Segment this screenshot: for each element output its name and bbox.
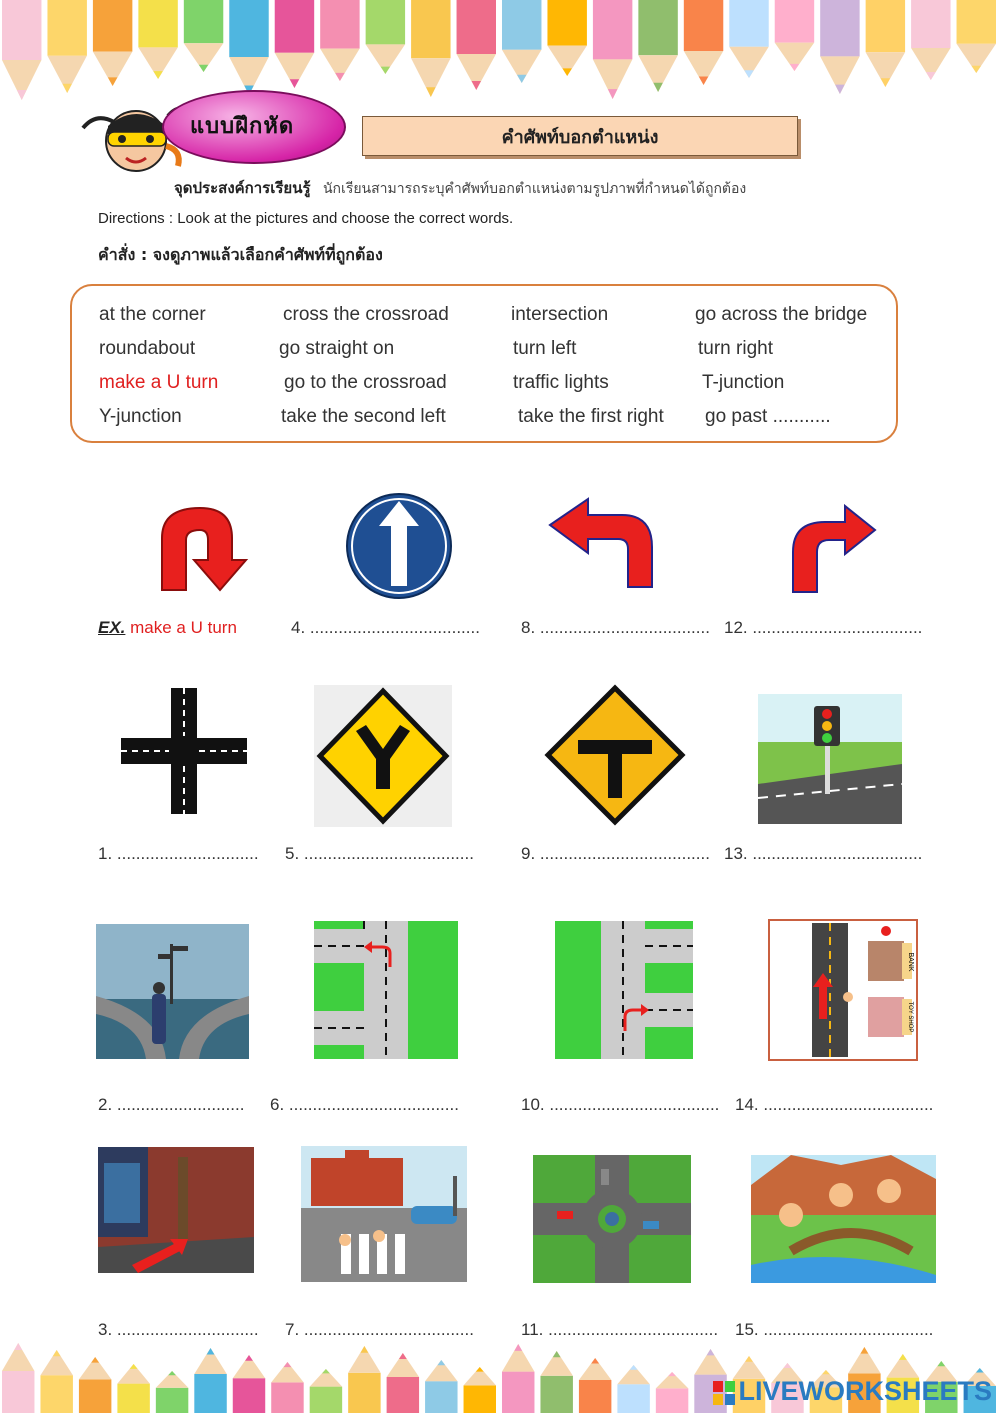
intersection-roads-icon <box>121 688 247 814</box>
word-bank <box>70 284 898 443</box>
answer-blank-4[interactable]: 4. .................................... <box>291 618 480 637</box>
word-bank-item: turn right <box>698 338 773 359</box>
pencil <box>2 1371 34 1413</box>
pencil-lead <box>153 71 162 79</box>
pencil <box>117 1384 149 1413</box>
pencil-lead <box>699 77 708 86</box>
pencil-lead <box>668 1372 676 1376</box>
answer-blank-13[interactable]: 13. .................................... <box>724 844 923 863</box>
pencil-lead <box>108 77 117 86</box>
pencil <box>184 0 223 43</box>
pencil-lead <box>860 1347 868 1354</box>
word-bank-item: go past ........... <box>705 406 831 427</box>
pencil-lead <box>381 67 390 74</box>
answer-blank-8[interactable]: 8. .................................... <box>521 618 710 637</box>
pencil <box>502 1372 534 1413</box>
pencil <box>47 0 86 56</box>
pencil <box>138 0 177 47</box>
pencil-lead <box>168 1371 176 1375</box>
pencil <box>425 1381 457 1413</box>
bank-label: BANK <box>907 952 914 972</box>
pencil <box>387 1377 419 1413</box>
pencil-lead <box>744 70 753 78</box>
pencil-lead <box>553 1351 561 1357</box>
pencil-lead <box>53 1350 61 1356</box>
pencil <box>93 0 132 52</box>
word-bank-item: go to the crossroad <box>284 372 447 393</box>
word-bank-item: T-junction <box>702 372 785 393</box>
go-past-map-icon <box>768 919 918 1061</box>
answer-blank-2[interactable]: 2. ........................... <box>98 1095 245 1114</box>
pencil-lead <box>926 72 935 80</box>
pencil <box>229 0 268 57</box>
liveworksheets-logo <box>713 1376 992 1407</box>
pencil <box>457 0 496 54</box>
pencil <box>866 0 905 52</box>
word-bank-item-example: make a U turn <box>99 372 219 393</box>
fork-road-man-icon <box>96 924 249 1059</box>
pencil-lead <box>14 1343 22 1350</box>
pencil <box>502 0 541 50</box>
pencil <box>957 0 996 44</box>
pencil-lead <box>653 83 662 92</box>
pencil-lead <box>822 1370 830 1374</box>
pencil <box>911 0 950 48</box>
pencil <box>271 1382 303 1413</box>
pencil <box>411 0 450 58</box>
word-bank-item: turn left <box>513 338 577 359</box>
watermark-text: LIVEWORKSHEETS <box>738 1376 992 1406</box>
directions-english: Directions : Look at the pictures and choose the correct words. <box>98 210 514 227</box>
go-straight-sign-icon <box>344 491 454 601</box>
pencil <box>820 0 859 56</box>
pencil-lead <box>91 1357 99 1363</box>
pencil <box>540 1376 572 1413</box>
pencil-lead <box>335 73 344 81</box>
traffic-lights-scene-icon <box>758 694 902 824</box>
u-turn-arrow-icon <box>150 500 250 595</box>
answer-blank-6[interactable]: 6. .................................... <box>270 1095 459 1114</box>
word-bank-item: at the corner <box>99 304 206 325</box>
pencil-lead <box>591 1358 599 1364</box>
pencil-lead <box>899 1354 907 1360</box>
pencil <box>547 0 586 46</box>
pencil-lead <box>745 1356 753 1362</box>
pencil <box>310 1387 342 1413</box>
pencil-lead <box>17 90 26 100</box>
second-left-map-icon <box>314 921 458 1059</box>
example-answer: make a U turn <box>130 618 237 637</box>
answer-blank-7[interactable]: 7. .................................... <box>285 1320 474 1339</box>
word-bank-item: Y-junction <box>99 406 182 427</box>
bridge-children-icon <box>751 1155 936 1283</box>
answer-blank-1[interactable]: 1. .............................. <box>98 844 259 863</box>
pencil <box>40 1375 72 1413</box>
crossroad-school-icon <box>301 1146 467 1282</box>
pencil-lead <box>199 65 208 72</box>
pencil-lead <box>976 1368 984 1373</box>
pencil <box>593 0 632 59</box>
word-bank-item: take the first right <box>518 406 664 427</box>
answer-blank-14[interactable]: 14. .................................... <box>735 1095 934 1114</box>
pencil <box>775 0 814 43</box>
pencil-lead <box>476 1367 484 1372</box>
liveworksheets-icon <box>713 1381 735 1405</box>
pencil-lead <box>284 1362 292 1367</box>
pencil <box>729 0 768 47</box>
toy-shop-label: TOY SHOP <box>907 1001 913 1033</box>
pencil-lead <box>130 1364 138 1369</box>
badge-label: แบบฝึกหัด <box>190 113 295 139</box>
pencil <box>233 1378 265 1413</box>
pencil-lead <box>972 66 981 73</box>
pencil-lead <box>437 1360 445 1365</box>
pencil <box>79 1379 111 1413</box>
pencil-lead <box>784 1363 792 1368</box>
directions-thai: คำสั่ง : จงดูภาพแล้วเลือกคำศัพท์ที่ถูกต้อง <box>98 245 383 264</box>
pencil <box>638 0 677 55</box>
pencil <box>320 0 359 49</box>
pencil-lead <box>360 1346 368 1353</box>
word-bank-item: go straight on <box>279 338 395 359</box>
first-right-map-icon <box>555 921 693 1059</box>
pencil-lead <box>790 64 799 71</box>
pencil-lead <box>472 81 481 90</box>
pencil-lead <box>707 1349 715 1355</box>
pencil-lead <box>426 87 435 97</box>
answer-blank-3[interactable]: 3. .............................. <box>98 1320 259 1339</box>
pencil-lead <box>245 1355 253 1361</box>
learning-objective <box>174 176 746 200</box>
answer-blank-10[interactable]: 10. .................................... <box>521 1095 720 1114</box>
word-bank-item: roundabout <box>99 338 196 359</box>
pencil-lead <box>562 68 571 76</box>
word-bank-item: intersection <box>511 304 609 325</box>
word-bank-item: take the second left <box>281 406 446 427</box>
pencil-lead <box>62 84 71 93</box>
pencil <box>656 1388 688 1413</box>
roundabout-icon <box>533 1155 691 1283</box>
pencil <box>464 1385 496 1413</box>
answer-blank-9[interactable]: 9. .................................... <box>521 844 710 863</box>
exercise-badge <box>78 86 353 176</box>
pencil-lead <box>514 1344 522 1351</box>
pencil-lead <box>881 78 890 87</box>
example-caption <box>98 618 237 638</box>
y-junction-sign-icon <box>314 685 452 827</box>
example-label: EX. <box>98 618 126 637</box>
word-bank-item: cross the crossroad <box>283 304 449 325</box>
pencil <box>366 0 405 44</box>
pencil <box>2 0 41 60</box>
pencil-lead <box>608 89 617 99</box>
turn-left-arrow-icon <box>548 495 658 590</box>
pencil-lead <box>399 1353 407 1359</box>
pencil <box>194 1374 226 1413</box>
pencil-lead <box>207 1348 215 1355</box>
word-bank-item: go across the bridge <box>695 304 868 325</box>
worksheet-title: คำศัพท์บอกตำแหน่ง <box>362 116 798 156</box>
answer-blank-5[interactable]: 5. .................................... <box>285 844 474 863</box>
objective-label: จุดประสงค์การเรียนรู้ <box>174 179 311 197</box>
corner-street-icon <box>92 1147 254 1277</box>
pencil <box>275 0 314 53</box>
pencil <box>684 0 723 51</box>
pencil-lead <box>835 85 844 94</box>
objective-text: นักเรียนสามารถระบุคำศัพท์บอกตำแหน่งตามรูปภาพที่กำหนดได้ถูกต้อง <box>322 181 747 197</box>
answer-blank-12[interactable]: 12. .................................... <box>724 618 923 637</box>
pencil <box>579 1380 611 1413</box>
pencil <box>617 1384 649 1413</box>
answer-blank-11[interactable]: 11. .................................... <box>521 1320 719 1339</box>
pencil-lead <box>937 1361 945 1366</box>
t-junction-sign-icon <box>540 680 690 830</box>
word-bank-item: traffic lights <box>513 372 609 393</box>
answer-blank-15[interactable]: 15. .................................... <box>735 1320 934 1339</box>
pencil-lead <box>630 1365 638 1370</box>
turn-right-arrow-icon <box>785 500 880 595</box>
pencil <box>348 1373 380 1413</box>
pencil-lead <box>517 75 526 83</box>
pencil-lead <box>322 1369 330 1373</box>
pencil <box>156 1388 188 1413</box>
